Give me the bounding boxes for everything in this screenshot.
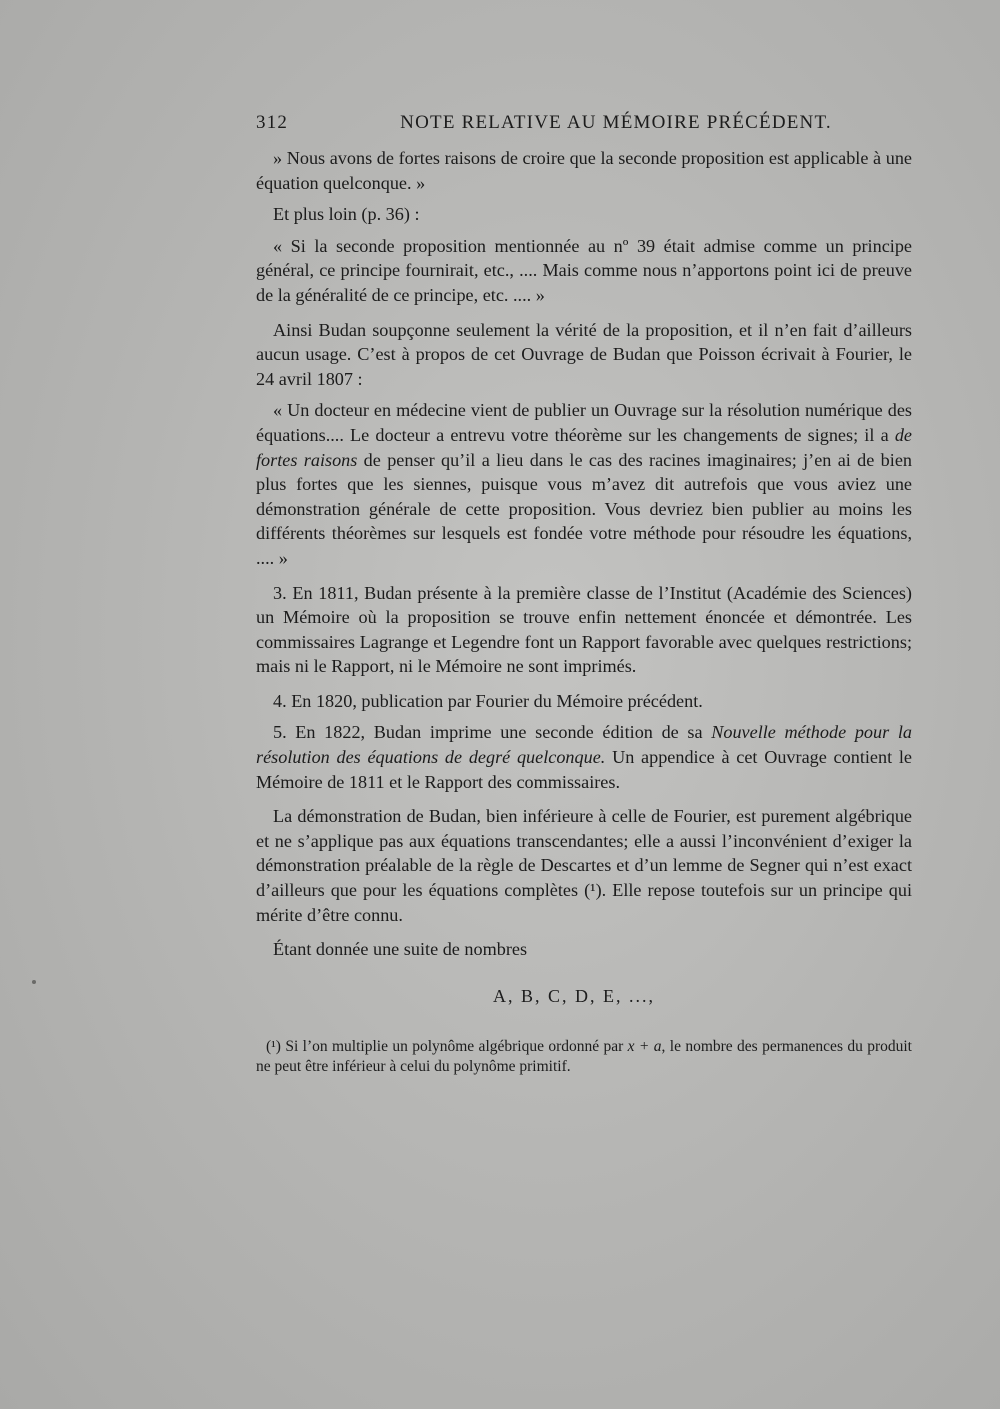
paragraph-item-3: 3. En 1811, Budan présente à la première classe de l’Institut (Académie des Sciences) un Mémoire où la proposition se trouve enfin nettement énoncée et démontrée. Les commissaires Lagrange et Legendre font un Rapport favorable avec quelques restrictions; mais ni le Rapport, ni le Mémoire ne sont imprimés. [256,582,912,677]
paragraph-quote-end: » Nous avons de fortes raisons de croire que la seconde proposition est applicable à une équation quelconque. » [256,148,912,193]
paragraph-item-5 [256,720,912,794]
footnote-text-b: , le nombre des permanences du produit ne peut être inférieur à celui du polynôme primitif. [256,1037,912,1075]
page-number: 312 [256,112,289,133]
footnote [256,1037,912,1077]
poisson-letter-text-a: « Un docteur en médecine vient de publier un Ouvrage sur la résolution numérique des équations.... Le docteur a entrevu votre théorème sur les changements de signes; il a [256,400,912,445]
item-5-text-a: 5. En 1822, Budan imprime une seconde édition de sa [273,722,712,743]
poisson-letter-text-b: de penser qu’il a lieu dans le cas des racines imaginaires; j’en ai de bien plus fortes que les siennes, puisque vous m’avez dit autrefois que vous aviez une démonstration générale de cette proposition. Vous devriez bien publier au moins les différents théorèmes sur lesquels est fondée votre méthode pour résoudre les équations, .... » [256,449,912,568]
footnote-math: x + a [627,1037,662,1055]
item-5-book-title: Nouvelle méthode pour la résolution des équations de degré quelconque. [256,722,913,768]
paragraph-poisson-letter [256,398,912,570]
poisson-letter-emphasis: de fortes raisons [256,424,912,470]
running-header [256,112,912,146]
book-page [256,112,912,1077]
running-title: NOTE RELATIVE AU MÉMOIRE PRÉCÉDENT. [400,112,832,133]
paragraph-suite-nombres: Étant donnée une suite de nombres [273,939,528,960]
paragraph-plus-loin: Et plus loin (p. 36) : [273,204,420,225]
paper-speck [32,980,36,984]
paragraph-item-4: 4. En 1820, publication par Fourier du Mémoire précédent. [273,690,703,711]
paragraph-quote-principe: « Si la seconde proposition mentionnée au nº 39 était admise comme un principe général, ce principe fournirait, etc., .... Mais comme nous n’apportons point ici de preuve de la généralité de ce principe, etc. .... » [256,235,912,305]
footnote-text-a: (¹) Si l’on multiplie un polynôme algébrique ordonné par [266,1037,628,1055]
paragraph-demonstration: La démonstration de Budan, bien inférieure à celle de Fourier, est purement algébrique et ne s’applique pas aux équations transcendantes; elle a aussi l’inconvénient d’exiger la démonstration préalable de la règle de Descartes et d’un lemme de Segner qui n’est exact d’ailleurs que pour les équations complètes (¹). Elle repose toutefois sur un principe qui mérite d’être connu. [256,806,912,925]
paragraph-budan-soupconne: Ainsi Budan soupçonne seulement la vérité de la proposition, et il n’en fait d’ailleurs aucun usage. C’est à propos de cet Ouvrage de Budan que Poisson écrivait à Fourier, le 24 avril 1807 : [256,319,912,389]
sequence-formula: A, B, C, D, E, ..., [492,985,655,1006]
item-5-text-b: Un appendice à cet Ouvrage contient le Mémoire de 1811 et le Rapport des commissaires. [256,747,912,792]
